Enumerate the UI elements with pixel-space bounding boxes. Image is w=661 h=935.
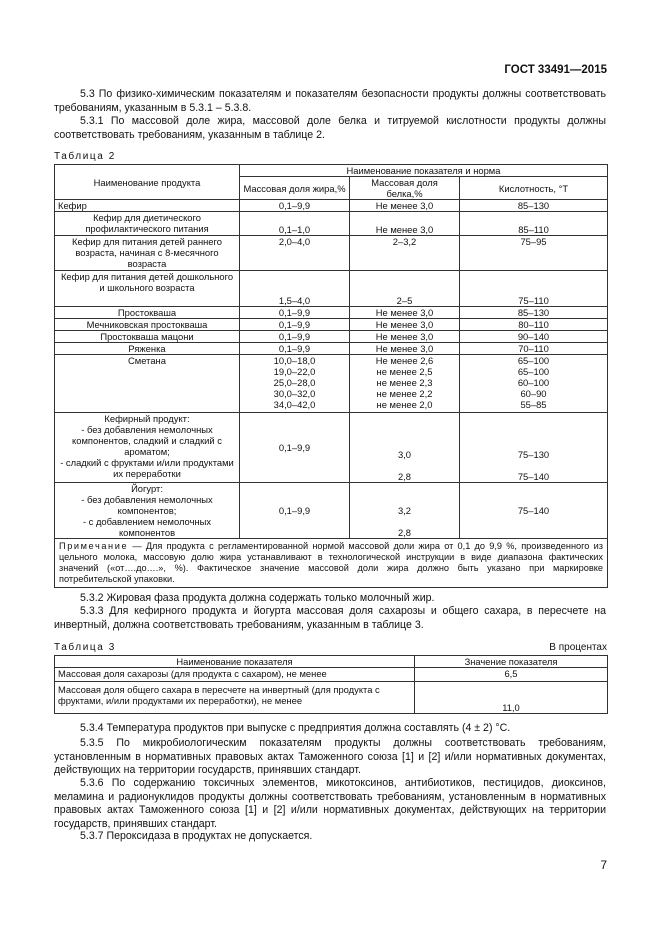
cell-name: Сметана bbox=[55, 355, 240, 413]
table-row bbox=[55, 236, 608, 271]
cell-acidity: 85–130 bbox=[460, 200, 608, 212]
th-fat: Массовая доля жира,% bbox=[240, 177, 350, 200]
th-value: Значение показателя bbox=[415, 656, 608, 668]
cell-protein: Не менее 3,0 bbox=[350, 212, 460, 236]
table-2 bbox=[54, 164, 608, 588]
th-protein: Массовая доля белка,% bbox=[350, 177, 460, 200]
cell-acidity: 80–110 bbox=[460, 319, 608, 331]
cell-protein: 2–3,2 bbox=[350, 236, 460, 271]
cell-name: Кефир для диетического профилактического питания bbox=[55, 212, 240, 236]
cell-fat: 0,1–9,9 bbox=[240, 483, 350, 539]
cell-name: Йогурт: - без добавления немолочных компонентов; - с добавлением немолочных компонентов bbox=[55, 483, 240, 539]
table-row bbox=[55, 331, 608, 343]
cell-fat: 0,1–1,0 bbox=[240, 212, 350, 236]
th-acidity: Кислотность, °Т bbox=[460, 177, 608, 200]
table-row bbox=[55, 307, 608, 319]
cell-fat: 0,1–9,9 bbox=[240, 307, 350, 319]
table-row bbox=[55, 343, 608, 355]
cell-name: Простокваша bbox=[55, 307, 240, 319]
cell-fat: 0,1–9,9 bbox=[240, 343, 350, 355]
cell-name: Ряженка bbox=[55, 343, 240, 355]
table-row bbox=[55, 682, 608, 714]
paragraph-5-3-6: 5.3.6 По содержанию токсичных элементов, микотоксинов, антибиотиков, пестицидов, диоксинов, меламина и радионуклидов продукты должны соответствовать требованиям, установленным в нормативных правовых актах Таможенного союза [1] и [2] и/или нормативных документах, действующих на территории государств, принявших стандарт. bbox=[54, 777, 606, 830]
cell-fat: 2,0–4,0 bbox=[240, 236, 350, 271]
cell-acidity: 85–110 bbox=[460, 212, 608, 236]
paragraph-5-3-7: 5.3.7 Пероксидаза в продуктах не допускается. bbox=[80, 830, 313, 842]
cell-acidity: 75–130 75–140 bbox=[460, 413, 608, 483]
cell-fat: 0,1–9,9 bbox=[240, 200, 350, 212]
cell-value: 11,0 bbox=[415, 682, 608, 714]
cell-protein: 3,2 2,8 bbox=[350, 483, 460, 539]
cell-fat: 1,5–4,0 bbox=[240, 271, 350, 307]
paragraph-5-3-4: 5.3.4 Температура продуктов при выпуске с предприятия должна составлять (4 ± 2) °С. bbox=[80, 722, 511, 734]
cell-protein: Не менее 3,0 bbox=[350, 343, 460, 355]
cell-acidity: 75–110 bbox=[460, 271, 608, 307]
table2-caption: Таблица 2 bbox=[54, 151, 116, 162]
table3-unit: В процентах bbox=[549, 642, 607, 653]
cell-protein: 3,0 2,8 bbox=[350, 413, 460, 483]
th-product: Наименование продукта bbox=[55, 165, 240, 200]
paragraph-5-3-3: 5.3.3 Для кефирного продукта и йогурта массовая доля сахарозы и общего сахара, в пересчете на инвертный, должна соответствовать требованиям, указанным в таблице 3. bbox=[54, 605, 606, 631]
cell-fat: 0,1–9,9 bbox=[240, 413, 350, 483]
cell-protein: Не менее 3,0 bbox=[350, 331, 460, 343]
cell-fat: 0,1–9,9 bbox=[240, 319, 350, 331]
table-row bbox=[55, 271, 608, 307]
cell-acidity: 75–95 bbox=[460, 236, 608, 271]
note-text: — Для продукта с регламентированной нормой массовой доли жира от 0,1 до 9,9 %, произведенного из цельного молока, массовую долю жира устанавливают в технологической инструкции в виде диапазона фактических значений («от….до….», %). Фактическое значение массовой доли жира должно быть указано при маркировке потребительской упаковки. bbox=[59, 541, 603, 584]
table-row bbox=[55, 483, 608, 539]
table-row bbox=[55, 319, 608, 331]
cell-acidity: 90–140 bbox=[460, 331, 608, 343]
table-row bbox=[55, 668, 608, 682]
th-name: Наименование показателя bbox=[55, 656, 415, 668]
cell-name: Массовая доля сахарозы (для продукта с сахаром), не менее bbox=[55, 668, 415, 682]
paragraph-5-3-2: 5.3.2 Жировая фаза продукта должна содержать только молочный жир. bbox=[80, 592, 435, 604]
cell-acidity: 65–100 65–100 60–100 60–90 55–85 bbox=[460, 355, 608, 413]
th-group: Наименование показателя и норма bbox=[240, 165, 608, 177]
page-number: 7 bbox=[600, 858, 607, 872]
cell-protein: 2–5 bbox=[350, 271, 460, 307]
cell-name: Массовая доля общего сахара в пересчете на инвертный (для продукта с фруктами, и/или продуктами их переработки), не менее bbox=[55, 682, 415, 714]
cell-name: Кефир bbox=[55, 200, 240, 212]
table-3 bbox=[54, 655, 608, 714]
cell-name: Кефир для питания детей раннего возраста, начиная с 8-месячного возраста bbox=[55, 236, 240, 271]
table-row bbox=[55, 413, 608, 483]
standard-code: ГОСТ 33491—2015 bbox=[504, 64, 607, 76]
cell-name: Кефирный продукт: - без добавления немолочных компонентов, сладкий и сладкий с ароматом; - сладкий с фруктами и/или продуктами их переработки bbox=[55, 413, 240, 483]
cell-name: Мечниковская простокваша bbox=[55, 319, 240, 331]
table-row bbox=[55, 355, 608, 413]
table-note-row bbox=[55, 539, 608, 588]
cell-acidity: 75–140 bbox=[460, 483, 608, 539]
table-row bbox=[55, 200, 608, 212]
table-note bbox=[55, 539, 608, 588]
cell-fat: 0,1–9,9 bbox=[240, 331, 350, 343]
paragraph-5-3-1: 5.3.1 По массовой доле жира, массовой доле белка и титруемой кислотности продукты должны соответствовать требованиям, указанным в таблице 2. bbox=[54, 115, 606, 141]
cell-acidity: 85–130 bbox=[460, 307, 608, 319]
table3-caption: Таблица 3 bbox=[54, 642, 116, 653]
cell-value: 6,5 bbox=[415, 668, 608, 682]
cell-protein: Не менее 3,0 bbox=[350, 319, 460, 331]
cell-name: Кефир для питания детей дошкольного и школьного возраста bbox=[55, 271, 240, 307]
cell-name: Простокваша мацони bbox=[55, 331, 240, 343]
note-label: Примечание bbox=[59, 541, 129, 551]
cell-fat: 10,0–18,0 19,0–22,0 25,0–28,0 30,0–32,0 34,0–42,0 bbox=[240, 355, 350, 413]
table-row bbox=[55, 212, 608, 236]
cell-protein: Не менее 3,0 bbox=[350, 307, 460, 319]
cell-acidity: 70–110 bbox=[460, 343, 608, 355]
paragraph-5-3: 5.3 По физико-химическим показателям и показателям безопасности продукты должны соответствовать требованиям, указанным в 5.3.1 – 5.3.8. bbox=[54, 88, 606, 114]
cell-protein: Не менее 2,6 не менее 2,5 не менее 2,3 не менее 2,2 не менее 2,0 bbox=[350, 355, 460, 413]
paragraph-5-3-5: 5.3.5 По микробиологическим показателям продукты должны соответствовать требованиям, установленным в нормативных правовых актах Таможенного союза [1] и [2] и/или нормативных документах, действующих на территории государств, принявших стандарт. bbox=[54, 737, 606, 777]
cell-protein: Не менее 3,0 bbox=[350, 200, 460, 212]
